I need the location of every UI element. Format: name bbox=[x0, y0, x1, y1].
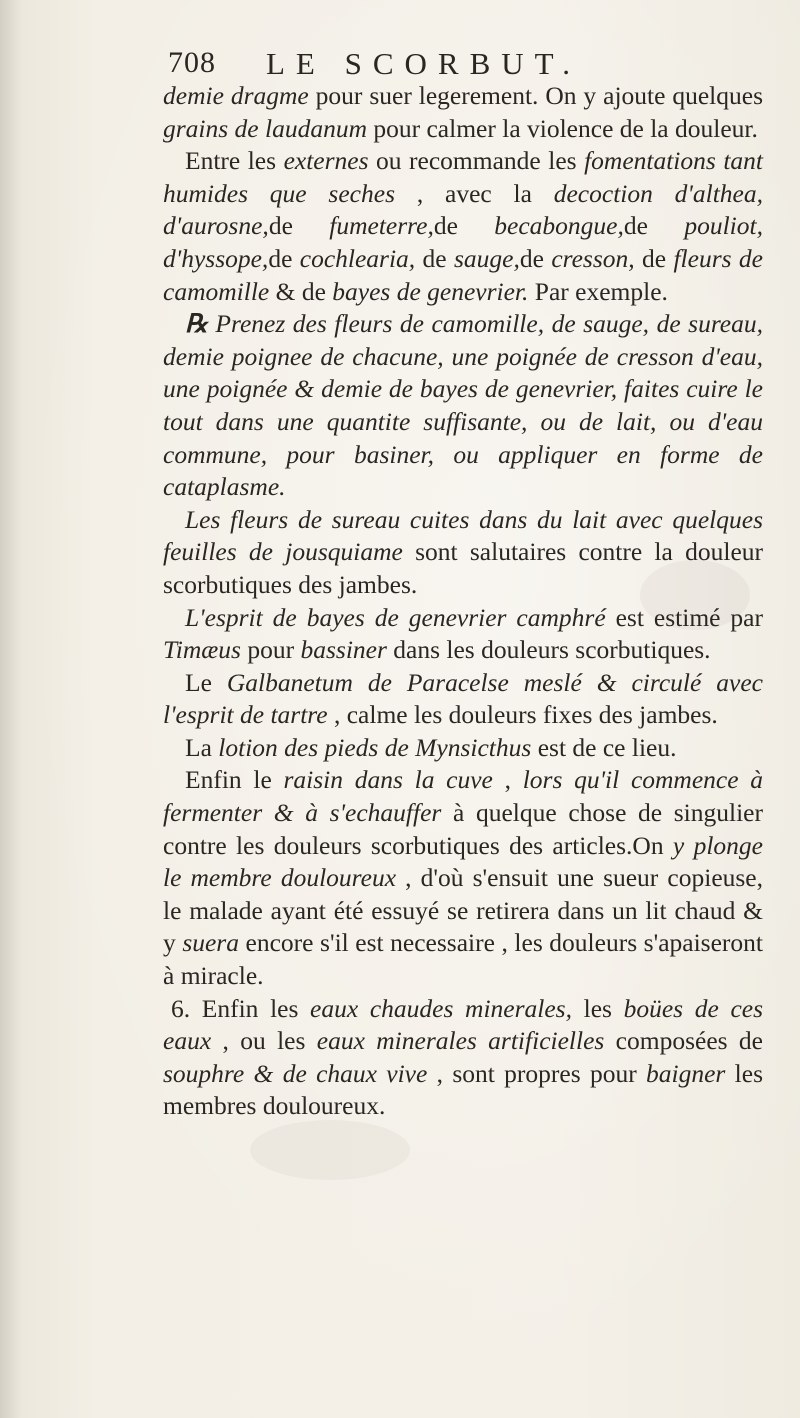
italic-text: eaux minerales artificielles bbox=[316, 1026, 605, 1056]
italic-text: becabongue, bbox=[494, 211, 624, 241]
italic-text: boües de ces eaux bbox=[163, 993, 764, 1056]
recipe-symbol: ℞ bbox=[185, 309, 208, 339]
paragraph-6 bbox=[163, 667, 763, 732]
text: , d'où s'ensuit une sueur copieuse, le malade ayant été essuyé se retirera dans un lit chaud & y bbox=[163, 863, 763, 958]
paragraph-8 bbox=[163, 764, 763, 992]
italic-text: y plonge le membre douloureux bbox=[163, 830, 763, 893]
text: Enfin le bbox=[185, 765, 284, 795]
italic-text: Prenez des fleurs de camomille, de sauge, de sureau, demie poignee de chacune, une poignée de cresson d'eau, une poignée & demie de bayes de genevrier, faites cuire le tout dans une quantite suffisante, ou de lait, ou d'eau commune, pour basiner, ou appliquer en forme de cataplasme. bbox=[163, 309, 763, 502]
text: de bbox=[433, 211, 495, 241]
text: encore s'il est necessaire , les douleurs s'apaiseront à miracle. bbox=[163, 928, 763, 991]
text: de bbox=[519, 243, 552, 273]
text: de bbox=[623, 211, 685, 241]
paragraph-3-recipe bbox=[163, 308, 763, 504]
italic-text: lors qu'il commence à fermenter & à s'echauffer bbox=[163, 765, 764, 828]
text: composées de bbox=[604, 1026, 763, 1056]
text: & de bbox=[269, 276, 333, 306]
italic-text: L'esprit de bayes de genevrier camphré bbox=[185, 602, 606, 632]
italic-text: fleurs de camomille bbox=[163, 243, 763, 306]
italic-text: Galbanetum de Paracelse meslé & circulé avec l'esprit de tartre bbox=[163, 667, 763, 730]
gutter-shadow bbox=[0, 0, 22, 1418]
italic-text: bayes de genevrier. bbox=[332, 276, 529, 306]
italic-text: externes bbox=[283, 146, 369, 176]
text: Le bbox=[185, 667, 227, 697]
italic-text: sauge, bbox=[454, 243, 520, 273]
italic-text: cresson, bbox=[551, 243, 635, 273]
text: 6. Enfin les bbox=[171, 993, 311, 1023]
text: de bbox=[268, 243, 300, 273]
italic-text: suera bbox=[182, 928, 239, 958]
italic-text: eaux chaudes minerales, bbox=[310, 993, 572, 1023]
paragraph-9 bbox=[163, 993, 763, 1123]
text: sont salutaires contre la douleur scorbutiques des jambes. bbox=[163, 537, 763, 599]
text: , bbox=[492, 765, 523, 795]
paper-stain bbox=[250, 1120, 410, 1180]
text: à quelque chose de singulier contre les douleurs scorbutiques des articles.On bbox=[163, 798, 763, 860]
text: pour bbox=[240, 635, 301, 665]
italic-text: pouliot, d'hyssope, bbox=[163, 211, 763, 273]
text: de bbox=[268, 211, 330, 241]
text: , sont propres pour bbox=[427, 1058, 647, 1088]
paragraph-7 bbox=[163, 732, 763, 765]
paragraph-5 bbox=[163, 602, 763, 667]
text: , ou les bbox=[211, 1026, 317, 1056]
text: est de ce lieu. bbox=[531, 732, 677, 762]
text: Par exemple. bbox=[528, 276, 668, 306]
page-number: 708 bbox=[168, 46, 216, 79]
text: les membres douloureux. bbox=[163, 1058, 763, 1121]
paragraph-4 bbox=[163, 504, 763, 602]
italic-text: fumeterre, bbox=[329, 211, 434, 241]
paragraph-1 bbox=[163, 80, 763, 145]
page-text bbox=[163, 80, 763, 1123]
text: ou recommande les bbox=[368, 146, 585, 176]
italic-text: demie dragme bbox=[163, 81, 309, 110]
italic-text: lotion des pieds de Mynsicthus bbox=[218, 732, 532, 762]
text: , calme les douleurs fixes des jambes. bbox=[327, 700, 718, 730]
text: , avec la bbox=[395, 178, 554, 208]
paragraph-2 bbox=[163, 145, 763, 308]
text: pour suer legerement. On y ajoute quelques bbox=[308, 81, 764, 110]
running-head: LE SCORBUT. bbox=[266, 46, 582, 81]
italic-text: fomentations tant humides que seches bbox=[163, 146, 763, 208]
italic-text: cochlearia, bbox=[299, 243, 416, 273]
italic-text: souphre & de chaux vive bbox=[163, 1058, 428, 1088]
italic-text: baigner bbox=[646, 1058, 726, 1088]
text: est estimé par bbox=[605, 602, 763, 632]
text: les bbox=[571, 993, 624, 1023]
text: pour calmer la violence de la douleur. bbox=[367, 113, 758, 143]
italic-text: bassiner bbox=[300, 635, 387, 665]
italic-text: Les fleurs de sureau cuites dans du lait avec quelques feuilles de jousquiame bbox=[163, 504, 763, 567]
text: de bbox=[415, 243, 454, 273]
text: La bbox=[185, 732, 219, 762]
italic-text: decoction d'althea, d'aurosne, bbox=[163, 178, 763, 241]
italic-text: grains de laudanum bbox=[163, 113, 367, 143]
text: dans les douleurs scorbutiques. bbox=[386, 635, 711, 665]
text: de bbox=[634, 243, 674, 273]
italic-text: raisin dans la cuve bbox=[283, 765, 493, 795]
italic-text: Timæus bbox=[163, 635, 241, 665]
text: Entre les bbox=[185, 146, 284, 176]
